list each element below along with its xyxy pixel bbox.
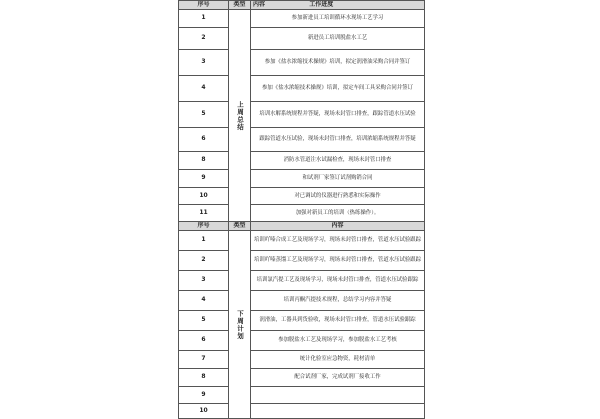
table-row bbox=[179, 188, 425, 205]
top-section bbox=[179, 10, 425, 231]
row-content: 跟踪管道水压试验，现场未封管口排查，培训浓缩系统规程并答疑 bbox=[251, 128, 425, 152]
bottom-section bbox=[179, 231, 425, 419]
row-content: 润滑油，工器具到货验收，现场未封管口排查，管道水压试验跟踪 bbox=[251, 311, 425, 331]
table-row bbox=[179, 170, 425, 188]
header-content: 内容 bbox=[251, 222, 425, 231]
row-number: 3 bbox=[179, 50, 229, 76]
row-number: 8 bbox=[179, 369, 229, 387]
header-content-label: 内容 bbox=[253, 0, 266, 8]
section-label-next-week: 下周计划 bbox=[229, 231, 251, 419]
row-content: 加强对新员工的培训（热练操作）。 bbox=[251, 205, 425, 222]
bottom-header-row bbox=[179, 222, 425, 231]
table-row bbox=[179, 102, 425, 128]
row-number: 2 bbox=[179, 251, 229, 271]
row-content: 配合试剂厂家，完成试剂厂接收工作 bbox=[251, 369, 425, 387]
table-row bbox=[179, 387, 425, 404]
table-row bbox=[179, 311, 425, 331]
table-row bbox=[179, 10, 425, 28]
row-number: 1 bbox=[179, 231, 229, 251]
table-row bbox=[179, 152, 425, 170]
row-content bbox=[251, 404, 425, 419]
table-row bbox=[179, 404, 425, 419]
header-content bbox=[251, 1, 425, 10]
row-content: 和试剂厂家签订试剂购销合同 bbox=[251, 170, 425, 188]
row-number: 7 bbox=[179, 351, 229, 369]
table-row bbox=[179, 251, 425, 271]
row-number: 5 bbox=[179, 102, 229, 128]
row-number: 3 bbox=[179, 271, 229, 291]
work-report-sheet bbox=[178, 0, 424, 414]
row-number: 4 bbox=[179, 76, 229, 102]
row-number: 2 bbox=[179, 28, 229, 50]
table-row bbox=[179, 128, 425, 152]
row-content: 培训吖嗪蒸馏工艺及现场学习，现场未封管口排查，管道水压试验跟踪 bbox=[251, 251, 425, 271]
row-content: 统计化验室应急物资，耗材清单 bbox=[251, 351, 425, 369]
table-row bbox=[179, 351, 425, 369]
header-type: 类型 bbox=[229, 222, 251, 231]
row-number: 8 bbox=[179, 152, 229, 170]
row-number: 1 bbox=[179, 10, 229, 28]
row-number: 11 bbox=[179, 205, 229, 222]
report-table bbox=[178, 0, 425, 419]
section-label-last-week: 上周总结 bbox=[229, 10, 251, 222]
table-row bbox=[179, 28, 425, 50]
row-number: 6 bbox=[179, 331, 229, 351]
row-number: 10 bbox=[179, 404, 229, 419]
row-content: 培训氯汽提工艺及现场学习，现场未封管口排查，管道水压试验跟踪 bbox=[251, 271, 425, 291]
row-content: 消防水管道注水试漏检查，现场未封管口排查 bbox=[251, 152, 425, 170]
table-row bbox=[179, 205, 425, 222]
row-number: 10 bbox=[179, 188, 229, 205]
table-row bbox=[179, 231, 425, 251]
header-progress-label: 工作进度 bbox=[309, 0, 334, 8]
table-row bbox=[179, 369, 425, 387]
row-number: 6 bbox=[179, 128, 229, 152]
row-content: 参加《盐水浓缩技术操规》培训，拟定润滑油采购合同并签订 bbox=[251, 50, 425, 76]
row-content: 参加《盐水浓缩技术操规》培训，拟定车间工具采购合同并签订 bbox=[251, 76, 425, 102]
row-content: 新进员工培训脱盐水工艺 bbox=[251, 28, 425, 50]
row-content: 参加脱盐水工艺及现场学习，参加脱盐水工艺考核 bbox=[251, 331, 425, 351]
table-row bbox=[179, 331, 425, 351]
table-row bbox=[179, 291, 425, 311]
row-content: 参加新进员工培训循环水现场工艺学习 bbox=[251, 10, 425, 28]
table-row bbox=[179, 76, 425, 102]
table-row bbox=[179, 50, 425, 76]
row-content: 培训吖嗪合成工艺及现场学习，现场未封管口排查，管道水压试验跟踪 bbox=[251, 231, 425, 251]
row-number: 4 bbox=[179, 291, 229, 311]
row-number: 5 bbox=[179, 311, 229, 331]
row-content bbox=[251, 387, 425, 404]
row-content: 对已调试的仪器进行熟悉和实际操作 bbox=[251, 188, 425, 205]
top-header-row bbox=[179, 1, 425, 10]
header-no: 序号 bbox=[179, 1, 229, 10]
header-type: 类型 bbox=[229, 1, 251, 10]
row-content: 培训水解系统规程并答疑，现场未封管口排查，跟踪管道水压试验 bbox=[251, 102, 425, 128]
row-number: 9 bbox=[179, 170, 229, 188]
table-row bbox=[179, 271, 425, 291]
row-number: 9 bbox=[179, 387, 229, 404]
row-content: 培训丙酮汽提技术规程，总结学习内容并答疑 bbox=[251, 291, 425, 311]
header-no: 序号 bbox=[179, 222, 229, 231]
